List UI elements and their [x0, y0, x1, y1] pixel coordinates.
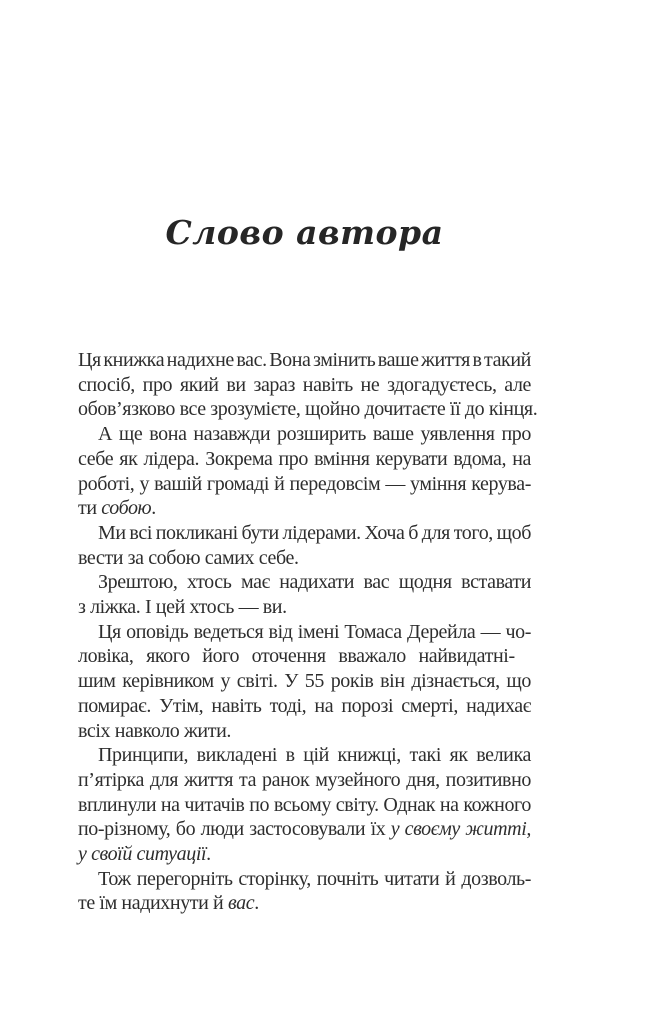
regular-text: .: [206, 843, 211, 866]
regular-text: ти: [78, 497, 102, 520]
text-line: [78, 743, 531, 768]
text-line: [78, 397, 538, 422]
chapter-title: Слово автора: [165, 213, 444, 252]
text-line: [78, 496, 531, 521]
regular-text: роботі, у вашій громаді й передовсім — уміння керува-: [78, 472, 531, 495]
text-line: [78, 644, 531, 669]
regular-text: вплинули на читачів по всьому світу. Однак на кожного: [78, 793, 531, 816]
regular-text: з ліжка. І цей хтось — ви.: [78, 596, 287, 619]
text-line: [78, 373, 531, 398]
text-line: [78, 521, 531, 546]
text-line: [78, 595, 531, 620]
regular-text: Тож перегорніть сторінку, почніть читати й дозволь-: [98, 867, 532, 890]
body-text: [78, 348, 538, 916]
text-line: [78, 867, 531, 892]
text-line: [78, 817, 531, 842]
regular-text: вести за собою самих себе.: [78, 546, 299, 569]
italic-text: собою: [101, 497, 152, 520]
regular-text: спосіб, про який ви зараз навіть не здогадуєтесь, але: [78, 373, 532, 396]
text-line: [78, 546, 531, 571]
paragraph: [78, 743, 531, 867]
text-line: [78, 447, 531, 472]
regular-text: шим керівником у світі. У 55 років він дізнається, що: [78, 670, 532, 693]
regular-text: А ще вона назавжди розширить ваше уявлення про: [98, 423, 531, 446]
text-line: [78, 472, 531, 497]
paragraph: [78, 570, 531, 619]
text-line: [78, 768, 531, 793]
text-line: [78, 669, 531, 694]
text-line: [78, 620, 531, 645]
regular-text: Ця оповідь ведеться від імені Томаса Дерейла — чо-: [98, 620, 532, 643]
text-line: [78, 694, 531, 719]
regular-text: себе як лідера. Зокрема про вміння керувати вдома, на: [78, 447, 531, 470]
regular-text: по-різному, бо люди застосовували їх: [78, 818, 391, 841]
regular-text: те їм надихнути й: [78, 892, 228, 915]
paragraph: [78, 348, 538, 422]
text-line: [78, 570, 531, 595]
regular-text: всіх навколо жити.: [78, 719, 231, 742]
regular-text: ловіка, якого його оточення вважало найвидатні-: [78, 645, 515, 668]
text-line: [78, 719, 531, 744]
paragraph: [78, 620, 531, 744]
regular-text: Ця книжка надихне вас. Вона змінить ваше життя в такий: [78, 349, 531, 371]
regular-text: .: [151, 497, 156, 520]
italic-text: вас: [227, 892, 255, 915]
regular-text: Ми всі покликані бути лідерами. Хоча б для того, щоб: [98, 521, 532, 544]
paragraph: [78, 867, 531, 916]
regular-text: помирає. Утім, навіть тоді, на порозі смерті, надихає: [78, 694, 531, 717]
text-line: [78, 793, 531, 818]
regular-text: п’ятірка для життя та ранок музейного дня, позитивно: [78, 768, 531, 791]
regular-text: .: [254, 892, 259, 915]
paragraph: [78, 422, 531, 521]
italic-text: у своїй ситуації: [78, 843, 207, 866]
text-line: [78, 348, 531, 373]
paragraph: [78, 521, 531, 570]
regular-text: Зрештою, хтось має надихати вас щодня вставати: [98, 571, 531, 594]
text-line: [78, 891, 531, 916]
text-line: [78, 842, 531, 867]
regular-text: обов’язково все зрозумієте, щойно дочитаєте її до кінця.: [78, 398, 538, 421]
text-line: [78, 422, 531, 447]
regular-text: Принципи, викладені в цій книжці, такі як велика: [98, 744, 531, 767]
italic-text: у своєму житті,: [390, 818, 531, 841]
